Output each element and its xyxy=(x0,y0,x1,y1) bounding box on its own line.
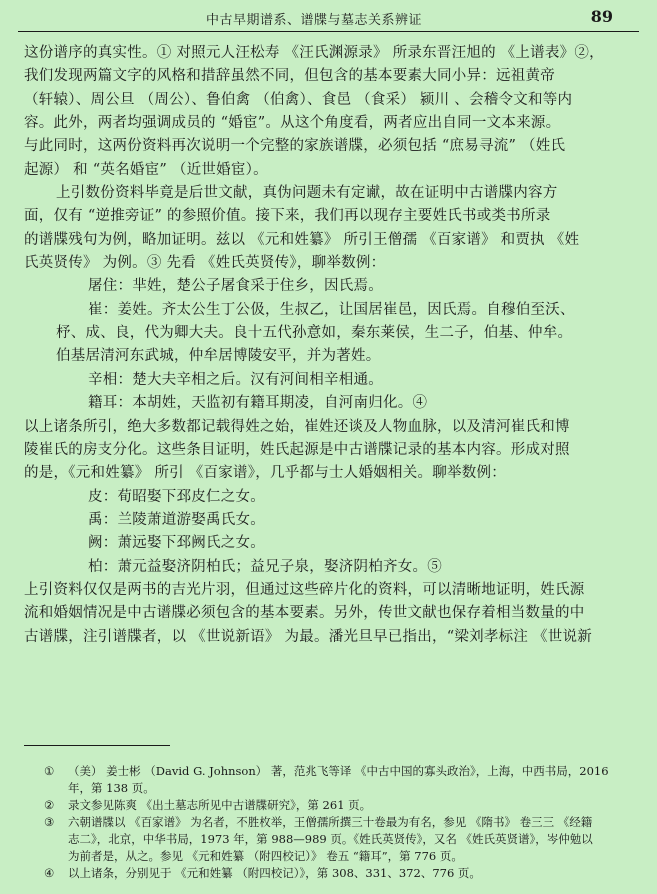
running-header-title: 中古早期谱系、谱牒与墓志关系辨证 xyxy=(206,13,423,28)
body-line: 氏英贤传》 为例。③ 先看 《姓氏英贤传》，聊举数例： xyxy=(24,255,386,272)
quote-line: 辛相：楚大夫辛相之后。汉有河间相辛相通。 xyxy=(88,371,383,388)
quote-line: 屠住：芈姓，楚公子屠食采于住乡，因氏焉。 xyxy=(88,278,383,295)
footnote xyxy=(30,865,640,882)
body-line: （轩辕）、周公旦 （周公）、鲁伯禽 （伯禽）、食邑 （食采） 颍川 、会稽令文和等内 xyxy=(24,91,573,108)
footnote xyxy=(30,763,640,797)
footnote-rule xyxy=(24,745,170,746)
footnote xyxy=(30,814,640,865)
footnote-line: 六朝谱牒以 《百家谱》 为名者，不胜枚举，王僧孺所撰三十卷最为有名，参见 《隋书》 卷三三 《经籍 xyxy=(68,815,593,829)
quote-line: 禹：兰陵萧道游娶禹氏女。 xyxy=(88,511,265,528)
quote-line: 杼、成、良，代为卿大夫。良十五代孙意如，秦东莱侯，生二子，伯基、仲牟。 xyxy=(56,325,573,342)
body-line: 以上诸条所引，绝大多数都记载得姓之始，崔姓还谈及人物血脉，以及清河崔氏和博 xyxy=(24,418,570,435)
header-rule xyxy=(18,31,639,32)
body-line: 与此同时，这两份资料再次说明一个完整的家族谱牒，必须包括 “庶易寻流” （姓氏 xyxy=(24,138,566,155)
body-line: 我们发现两篇文字的风格和措辞虽然不同，但包含的基本要素大同小异：远祖黄帝 xyxy=(24,68,555,85)
body-line: 面，仅有 “逆推旁证” 的参照价值。接下来，我们再以现存主要姓氏书或类书所录 xyxy=(24,208,551,225)
body-line: 这份谱序的真实性。① 对照元人汪松寿 《汪氏渊源录》 所录东晋汪旭的 《上谱表》②， xyxy=(24,45,604,61)
body-line: 的谱牒残句为例，略加证明。兹以 《元和姓纂》 所引王僧孺 《百家谱》 和贾执 《姓 xyxy=(24,231,580,248)
body-text xyxy=(24,42,639,649)
quote-line: 阙：萧远娶下邳阙氏之女。 xyxy=(88,535,265,552)
footnote-mark: ① xyxy=(44,764,55,778)
page-number: 89 xyxy=(590,7,613,26)
body-line: 陵崔氏的房支分化。这些条目证明，姓氏起源是中古谱牒记录的基本内容。形成对照 xyxy=(24,441,570,458)
footnote-mark: ③ xyxy=(44,815,55,829)
quote-line: 皮：荀昭娶下邳皮仁之女。 xyxy=(88,488,265,505)
footnote-mark: ④ xyxy=(44,866,55,880)
body-line: 容。此外，两者均强调成员的 “婚宦”。从这个角度看，两者应出自同一文本来源。 xyxy=(24,115,561,132)
footnotes xyxy=(30,763,640,882)
footnote-mark: ② xyxy=(44,798,55,812)
quote-line: 伯基居清河东武城，仲牟居博陵安平，并为著姓。 xyxy=(56,348,381,365)
body-line: 上引资料仅仅是两书的吉光片羽，但通过这些碎片化的资料，可以清晰地证明，姓氏源 xyxy=(24,581,585,598)
quote-line: 籍耳：本胡姓，天监初有籍耳期凌，自河南归化。④ xyxy=(88,395,428,412)
body-line: 起源） 和 “英名婚宦” （近世婚宦）。 xyxy=(24,161,268,178)
body-line: 上引数份资料毕竟是后世文献，真伪问题未有定谳，故在证明中古谱牒内容方 xyxy=(56,185,558,202)
footnote-line: 以上诸条，分别见于 《元和姓纂 （附四校记）》，第 308、331、372、776 页。 xyxy=(68,866,481,880)
body-line: 的是，《元和姓纂》 所引 《百家谱》，几乎都与士人婚姻相关。聊举数例： xyxy=(24,465,506,482)
body-line: 古谱牒，注引谱牒者，以 《世说新语》 为最。潘光旦早已指出，“梁刘孝标注 《世说新 xyxy=(24,628,592,645)
running-header xyxy=(0,0,657,34)
footnote-line: 志二》，北京，中华书局，1973 年，第 988—989 页。《姓氏英贤传》，又名 《姓氏英贤谱》，岑仲勉以 xyxy=(68,832,593,846)
body-line: 流和婚姻情况是中古谱牒必须包含的基本要素。另外，传世文献也保存着相当数量的中 xyxy=(24,605,585,622)
quote-line: 崔：姜姓。齐太公生丁公伋，生叔乙，让国居崔邑，因氏焉。自穆伯至沃、 xyxy=(88,301,575,318)
footnote-line: 为前者是，从之。参见 《元和姓纂 （附四校记）》 卷五 “籍耳”，第 776 页。 xyxy=(68,849,463,863)
footnote-line: 年，第 138 页。 xyxy=(68,781,155,795)
quote-line: 柏：萧元益娶济阴柏氏；益兄子泉，娶济阴柏齐女。⑤ xyxy=(88,558,442,575)
footnote-line: （美） 姜士彬 （David G. Johnson） 著，范兆飞等译 《中古中国的寡头政治》，上海，中西书局，2016 xyxy=(68,764,609,778)
footnote xyxy=(30,797,640,814)
footnote-line: 录文参见陈爽 《出土墓志所见中古谱牒研究》，第 261 页。 xyxy=(68,798,372,812)
